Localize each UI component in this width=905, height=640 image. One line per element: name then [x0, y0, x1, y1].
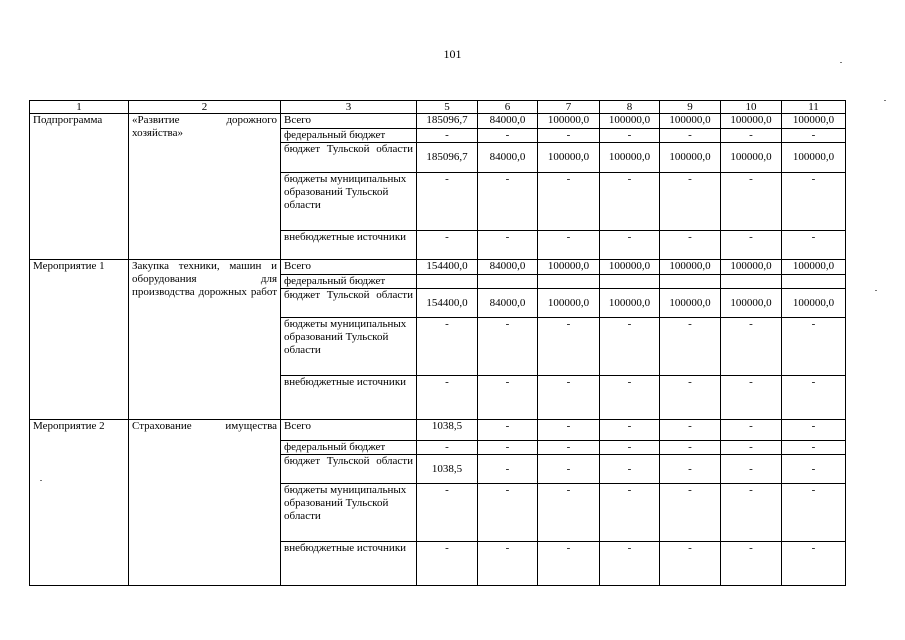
budget-table — [29, 100, 846, 586]
value-cell: - — [417, 318, 478, 376]
program-cell: Подпрограмма — [30, 114, 129, 260]
value-cell: - — [782, 129, 846, 143]
value-cell — [538, 275, 600, 289]
value-cell — [660, 275, 721, 289]
value-cell: 84000,0 — [478, 289, 538, 318]
value-cell: - — [538, 129, 600, 143]
value-cell: - — [600, 231, 660, 260]
funding-source-cell: бюджет Тульской области — [281, 289, 417, 318]
funding-source-cell: внебюджетные источники — [281, 231, 417, 260]
value-cell: - — [600, 484, 660, 542]
program-name-cell: Закупка техники, машин и оборудования для производства дорожных работ — [129, 260, 281, 420]
header-row — [30, 101, 846, 114]
value-cell: - — [660, 129, 721, 143]
value-cell: - — [417, 129, 478, 143]
value-cell: - — [417, 376, 478, 420]
value-cell: - — [538, 455, 600, 484]
value-cell: - — [478, 420, 538, 441]
funding-source-cell: Всего — [281, 420, 417, 441]
funding-source-cell: внебюджетные источники — [281, 376, 417, 420]
column-header: 7 — [538, 101, 600, 114]
value-cell: - — [721, 173, 782, 231]
value-cell: 100000,0 — [782, 114, 846, 129]
value-cell: - — [600, 441, 660, 455]
funding-source-cell: Всего — [281, 114, 417, 129]
value-cell: 185096,7 — [417, 143, 478, 173]
value-cell: - — [721, 441, 782, 455]
value-cell — [478, 275, 538, 289]
value-cell: - — [538, 484, 600, 542]
value-cell: 100000,0 — [538, 114, 600, 129]
value-cell: - — [538, 420, 600, 441]
column-header: 1 — [30, 101, 129, 114]
funding-source-cell: бюджеты муниципальных образований Тульской области — [281, 484, 417, 542]
funding-source-cell: бюджеты муниципальных образований Тульской области — [281, 173, 417, 231]
value-cell — [417, 275, 478, 289]
value-cell: - — [660, 484, 721, 542]
value-cell: - — [417, 542, 478, 586]
value-cell: - — [721, 129, 782, 143]
value-cell: 84000,0 — [478, 143, 538, 173]
value-cell: 100000,0 — [660, 260, 721, 275]
table-row — [30, 420, 846, 441]
value-cell: - — [538, 376, 600, 420]
value-cell: - — [782, 441, 846, 455]
value-cell: - — [660, 441, 721, 455]
value-cell: - — [478, 441, 538, 455]
value-cell: 100000,0 — [600, 143, 660, 173]
value-cell: - — [417, 173, 478, 231]
value-cell: - — [538, 173, 600, 231]
value-cell: - — [721, 420, 782, 441]
funding-source-cell: бюджет Тульской области — [281, 455, 417, 484]
value-cell: 1038,5 — [417, 420, 478, 441]
value-cell: - — [782, 420, 846, 441]
value-cell: - — [600, 455, 660, 484]
value-cell: 100000,0 — [600, 260, 660, 275]
value-cell: - — [478, 376, 538, 420]
value-cell: - — [660, 173, 721, 231]
value-cell: 1038,5 — [417, 455, 478, 484]
value-cell: 100000,0 — [782, 289, 846, 318]
value-cell: 84000,0 — [478, 114, 538, 129]
value-cell: - — [782, 173, 846, 231]
value-cell: - — [782, 542, 846, 586]
value-cell: - — [538, 542, 600, 586]
value-cell: - — [660, 420, 721, 441]
value-cell: - — [782, 231, 846, 260]
value-cell: 185096,7 — [417, 114, 478, 129]
value-cell: - — [721, 542, 782, 586]
value-cell: - — [478, 455, 538, 484]
value-cell: - — [600, 542, 660, 586]
value-cell: - — [782, 376, 846, 420]
column-header: 9 — [660, 101, 721, 114]
value-cell: - — [660, 231, 721, 260]
value-cell: 100000,0 — [721, 114, 782, 129]
column-header: 8 — [600, 101, 660, 114]
value-cell: - — [721, 318, 782, 376]
funding-source-cell: федеральный бюджет — [281, 275, 417, 289]
value-cell: - — [721, 484, 782, 542]
program-cell: Мероприятие 1 — [30, 260, 129, 420]
value-cell: 100000,0 — [600, 289, 660, 318]
column-header: 11 — [782, 101, 846, 114]
scan-speck — [875, 290, 877, 291]
value-cell: - — [478, 542, 538, 586]
column-header: 3 — [281, 101, 417, 114]
value-cell: - — [417, 231, 478, 260]
table-row — [30, 260, 846, 275]
value-cell: - — [417, 441, 478, 455]
value-cell: - — [478, 129, 538, 143]
funding-source-cell: федеральный бюджет — [281, 441, 417, 455]
funding-source-cell: Всего — [281, 260, 417, 275]
value-cell — [600, 275, 660, 289]
scan-speck — [40, 480, 42, 481]
value-cell: - — [660, 542, 721, 586]
column-header: 5 — [417, 101, 478, 114]
value-cell: - — [660, 318, 721, 376]
column-header: 2 — [129, 101, 281, 114]
scan-speck — [840, 62, 842, 63]
value-cell: 154400,0 — [417, 260, 478, 275]
page-number: 101 — [443, 47, 462, 61]
value-cell: - — [478, 484, 538, 542]
value-cell: 100000,0 — [538, 143, 600, 173]
value-cell: - — [478, 318, 538, 376]
value-cell: 100000,0 — [660, 289, 721, 318]
value-cell: - — [660, 376, 721, 420]
value-cell: - — [660, 455, 721, 484]
value-cell: - — [538, 318, 600, 376]
value-cell: - — [538, 231, 600, 260]
value-cell: 100000,0 — [538, 260, 600, 275]
column-header: 6 — [478, 101, 538, 114]
value-cell: - — [478, 231, 538, 260]
program-cell: Мероприятие 2 — [30, 420, 129, 586]
value-cell: 84000,0 — [478, 260, 538, 275]
value-cell: - — [782, 318, 846, 376]
value-cell: - — [721, 231, 782, 260]
value-cell: - — [600, 420, 660, 441]
value-cell: - — [600, 129, 660, 143]
value-cell — [721, 275, 782, 289]
value-cell: - — [721, 376, 782, 420]
value-cell: 100000,0 — [782, 143, 846, 173]
value-cell: - — [417, 484, 478, 542]
program-name-cell: «Развитие дорожного хозяйства» — [129, 114, 281, 260]
value-cell: 100000,0 — [721, 260, 782, 275]
value-cell: 100000,0 — [538, 289, 600, 318]
table-row — [30, 114, 846, 129]
value-cell: 100000,0 — [660, 114, 721, 129]
value-cell: - — [600, 376, 660, 420]
value-cell: 100000,0 — [721, 143, 782, 173]
funding-source-cell: бюджеты муниципальных образований Тульской области — [281, 318, 417, 376]
value-cell: - — [721, 455, 782, 484]
value-cell: - — [600, 173, 660, 231]
value-cell: 100000,0 — [721, 289, 782, 318]
value-cell: 100000,0 — [782, 260, 846, 275]
funding-source-cell: бюджет Тульской области — [281, 143, 417, 173]
funding-source-cell: федеральный бюджет — [281, 129, 417, 143]
value-cell: - — [782, 455, 846, 484]
column-header: 10 — [721, 101, 782, 114]
value-cell: 100000,0 — [600, 114, 660, 129]
funding-source-cell: внебюджетные источники — [281, 542, 417, 586]
scan-speck — [884, 100, 886, 101]
value-cell: 154400,0 — [417, 289, 478, 318]
value-cell: - — [600, 318, 660, 376]
value-cell: 100000,0 — [660, 143, 721, 173]
value-cell: - — [478, 173, 538, 231]
value-cell — [782, 275, 846, 289]
value-cell: - — [538, 441, 600, 455]
value-cell: - — [782, 484, 846, 542]
program-name-cell: Страхование имущества — [129, 420, 281, 586]
